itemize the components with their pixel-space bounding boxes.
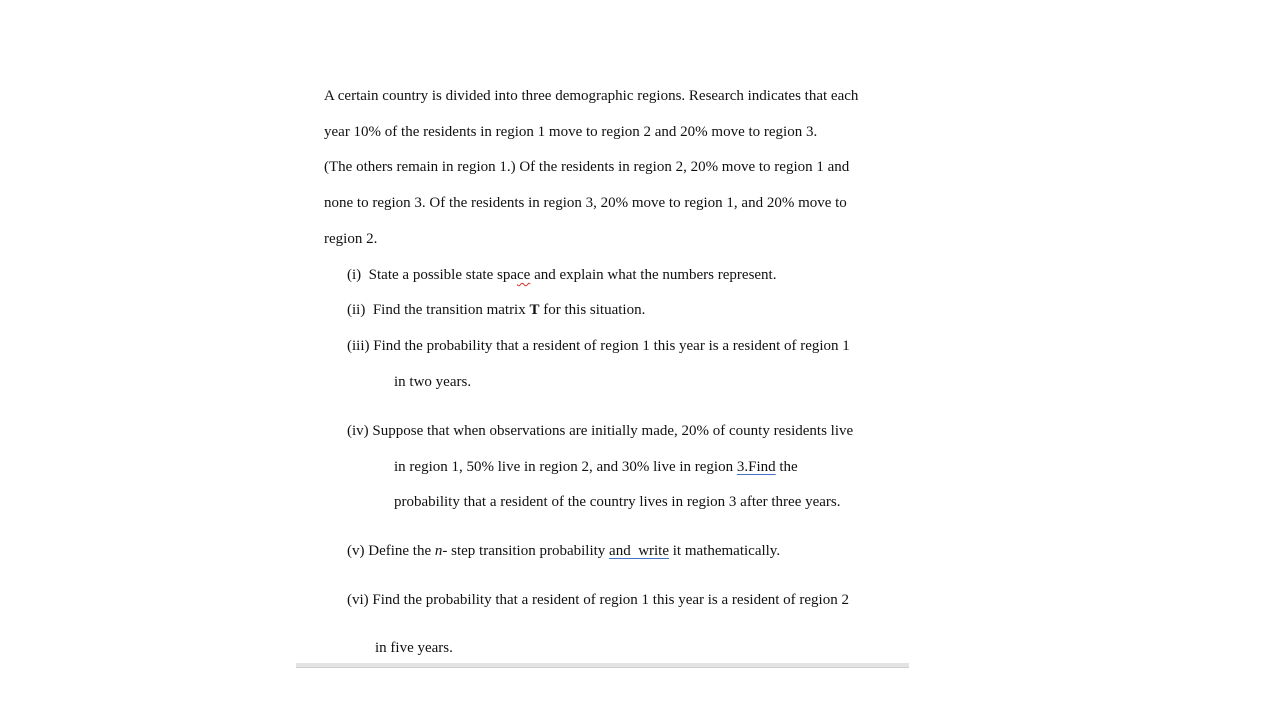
- question-vi-continuation: in five years.: [375, 640, 453, 656]
- question-iv-continuation-2: probability that a resident of the country lives in region 3 after three years.: [394, 494, 841, 510]
- intro-line-4: none to region 3. Of the residents in region 3, 20% move to region 1, and 20% move to: [324, 195, 847, 211]
- question-vi-label: (vi): [347, 592, 369, 608]
- question-iv-text: Suppose that when observations are initially made, 20% of county residents live: [372, 423, 854, 439]
- spelling-flag[interactable]: ce: [516, 267, 531, 283]
- grammar-flag[interactable]: and write: [609, 543, 670, 559]
- question-i-label: (i): [347, 267, 362, 283]
- question-v: [347, 541, 780, 561]
- question-ii-text-b: for this situation.: [539, 302, 646, 318]
- question-ii-label: (ii): [347, 302, 366, 318]
- question-v-text-a: Define the: [368, 543, 435, 559]
- question-ii: [347, 300, 645, 320]
- intro-line-2: year 10% of the residents in region 1 move to region 2 and 20% move to region 3.: [324, 124, 818, 140]
- matrix-symbol: T: [529, 302, 540, 318]
- question-iii-text: Find the probability that a resident of region 1 this year is a resident of region 1: [373, 338, 850, 354]
- page-bottom-edge: [296, 663, 909, 668]
- question-v-text-c: it mathematically.: [669, 543, 781, 559]
- question-iii: [347, 336, 850, 356]
- intro-line-1: A certain country is divided into three demographic regions. Research indicates that each: [324, 88, 859, 104]
- question-iv-continuation-1: [394, 457, 798, 477]
- variable-n: n: [434, 543, 443, 559]
- question-iv-cont-b: the: [775, 459, 798, 475]
- question-v-text-b: - step transition probability: [442, 543, 610, 559]
- question-iv: [347, 421, 853, 441]
- question-v-label: (v): [347, 543, 365, 559]
- question-i-text-b: and explain what the numbers represent.: [530, 267, 777, 283]
- question-ii-text-a: Find the transition matrix: [372, 302, 530, 318]
- question-vi: [347, 590, 849, 610]
- question-i-text-a: State a possible state spa: [368, 267, 517, 283]
- grammar-flag[interactable]: 3.Find: [736, 459, 776, 475]
- question-vi-text: Find the probability that a resident of region 1 this year is a resident of region 2: [372, 592, 849, 608]
- intro-line-3: (The others remain in region 1.) Of the residents in region 2, 20% move to region 1 and: [324, 159, 850, 175]
- question-iv-label: (iv): [347, 423, 369, 439]
- question-iv-cont-a: in region 1, 50% live in region 2, and 30% live in region: [394, 459, 737, 475]
- question-iii-label: (iii): [347, 338, 370, 354]
- intro-line-5: region 2.: [324, 231, 378, 247]
- question-iii-continuation: in two years.: [394, 374, 472, 390]
- question-i: [347, 265, 776, 285]
